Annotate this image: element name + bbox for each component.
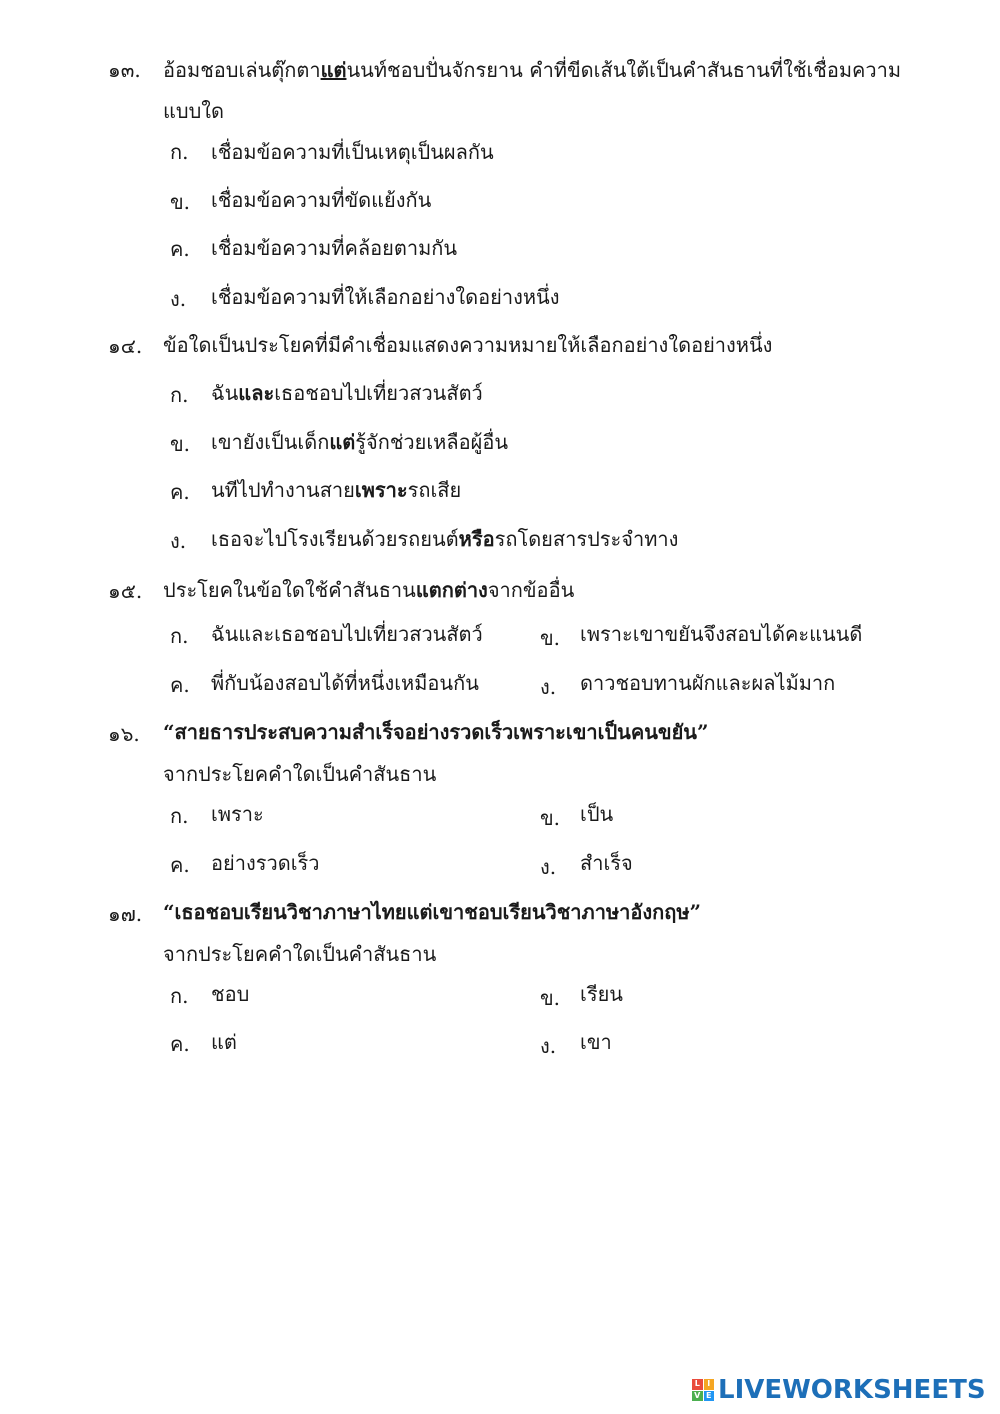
q14-choice-c-conjunction: เพราะ — [354, 478, 408, 502]
q14-choice-c-post: รถเสีย — [407, 478, 462, 502]
q14-choice-a-pre: ฉัน — [211, 381, 239, 405]
q16-choice-b-letter: ข. — [540, 806, 561, 830]
q14-choice-d[interactable] — [211, 529, 678, 549]
q16-choice-c[interactable]: อย่างรวดเร็ว — [211, 851, 320, 875]
q14-choice-d-conjunction: หรือ — [458, 527, 495, 551]
q17-number: ๑๗. — [108, 902, 143, 926]
q14-choice-d-letter: ง. — [170, 529, 187, 553]
logo-mark-cell: L — [692, 1379, 703, 1390]
q13-choice-c[interactable]: เชื่อมข้อความที่คล้อยตามกัน — [211, 236, 458, 260]
q13-text — [163, 60, 901, 80]
q15-choice-c-letter: ค. — [170, 673, 190, 697]
q17-choice-c-letter: ค. — [170, 1032, 190, 1056]
q16-choice-c-letter: ค. — [170, 853, 190, 877]
q13-underlined-word: แต่ — [320, 58, 347, 82]
q15-choice-c[interactable]: พี่กับน้องสอบได้ที่หนึ่งเหมือนกัน — [211, 671, 479, 695]
q13-choice-d[interactable]: เชื่อมข้อความที่ให้เลือกอย่างใดอย่างหนึ่ง — [211, 285, 560, 309]
q15-text-post: จากข้ออื่น — [487, 578, 575, 602]
q14-choice-b-conjunction: แต่ — [329, 430, 356, 454]
q13-choice-d-letter: ง. — [170, 287, 187, 311]
q14-number: ๑๔. — [108, 334, 143, 358]
q17-choice-d[interactable]: เขา — [580, 1030, 612, 1054]
q16-choice-d[interactable]: สำเร็จ — [580, 851, 633, 875]
q17-choice-b[interactable]: เรียน — [580, 982, 623, 1006]
liveworksheets-mark-icon — [692, 1379, 714, 1401]
q14-choice-d-pre: เธอจะไปโรงเรียนด้วยรถยนต์ — [211, 527, 459, 551]
q16-choice-a-letter: ก. — [170, 804, 189, 828]
q15-choice-b[interactable]: เพราะเขาขยันจึงสอบได้คะแนนดี — [580, 622, 863, 646]
q15-number: ๑๕. — [108, 579, 143, 603]
q13-choice-b-letter: ข. — [170, 190, 191, 214]
logo-mark-cell: E — [704, 1391, 715, 1402]
q14-choice-b[interactable] — [211, 432, 508, 452]
q14-choice-b-letter: ข. — [170, 432, 191, 456]
q15-text-pre: ประโยคในข้อใดใช้คำสันธาน — [163, 578, 416, 602]
q15-choice-b-letter: ข. — [540, 626, 561, 650]
q14-text: ข้อใดเป็นประโยคที่มีคำเชื่อมแสดงความหมายให้เลือกอย่างใดอย่างหนึ่ง — [163, 333, 773, 357]
q16-choice-d-letter: ง. — [540, 855, 557, 879]
q14-choice-c-pre: นทีไปทำงานสาย — [211, 478, 355, 502]
q13-text-pre: อ้อมชอบเล่นตุ๊กตา — [163, 58, 321, 82]
q17-choice-b-letter: ข. — [540, 986, 561, 1010]
q17-choice-c[interactable]: แต่ — [211, 1030, 237, 1054]
logo-mark-cell: I — [704, 1379, 715, 1390]
q13-text-post: นนท์ชอบปั่นจักรยาน คำที่ขีดเส้นใต้เป็นคำสันธานที่ใช้เชื่อมความ — [346, 58, 902, 82]
q13-choice-b[interactable]: เชื่อมข้อความที่ขัดแย้งกัน — [211, 188, 432, 212]
q17-choice-a-letter: ก. — [170, 984, 189, 1008]
q14-choice-b-pre: เขายังเป็นเด็ก — [211, 430, 330, 454]
q14-choice-d-post: รถโดยสารประจำทาง — [494, 527, 679, 551]
q16-choice-a[interactable]: เพราะ — [211, 802, 264, 826]
q13-text-line2: แบบใด — [163, 99, 225, 123]
q14-choice-a-letter: ก. — [170, 383, 189, 407]
q14-choice-a[interactable] — [211, 383, 483, 403]
q13-number: ๑๓. — [108, 58, 141, 82]
q14-choice-a-conjunction: และ — [238, 381, 275, 405]
q17-quote: “เธอชอบเรียนวิชาภาษาไทยแต่เขาชอบเรียนวิชาภาษาอังกฤษ” — [163, 900, 702, 924]
q14-choice-c[interactable] — [211, 480, 461, 500]
q15-choice-d[interactable]: ดาวชอบทานผักและผลไม้มาก — [580, 671, 836, 695]
q15-text — [163, 580, 574, 600]
liveworksheets-logo — [692, 1376, 986, 1404]
q14-choice-a-post: เธอชอบไปเที่ยวสวนสัตว์ — [274, 381, 483, 405]
q13-choice-c-letter: ค. — [170, 237, 190, 261]
q17-choice-a[interactable]: ชอบ — [211, 982, 250, 1006]
q15-choice-d-letter: ง. — [540, 675, 557, 699]
logo-mark-cell: V — [692, 1391, 703, 1402]
q15-choice-a[interactable]: ฉันและเธอชอบไปเที่ยวสวนสัตว์ — [211, 622, 483, 646]
q16-number: ๑๖. — [108, 722, 140, 746]
q15-choice-a-letter: ก. — [170, 624, 189, 648]
q16-quote: “สายธารประสบความสำเร็จอย่างรวดเร็วเพราะเขาเป็นคนขยัน” — [163, 720, 709, 744]
q17-choice-d-letter: ง. — [540, 1034, 557, 1058]
q16-choice-b[interactable]: เป็น — [580, 802, 614, 826]
q14-choice-b-post: รู้จักช่วยเหลือผู้อื่น — [355, 430, 509, 454]
q13-choice-a-letter: ก. — [170, 140, 189, 164]
q14-choice-c-letter: ค. — [170, 480, 190, 504]
q17-prompt: จากประโยคคำใดเป็นคำสันธาน — [163, 942, 437, 966]
q15-text-emphasis: แตกต่าง — [415, 578, 488, 602]
q16-prompt: จากประโยคคำใดเป็นคำสันธาน — [163, 762, 437, 786]
liveworksheets-wordmark: LIVEWORKSHEETS — [718, 1375, 986, 1405]
q13-choice-a[interactable]: เชื่อมข้อความที่เป็นเหตุเป็นผลกัน — [211, 140, 494, 164]
